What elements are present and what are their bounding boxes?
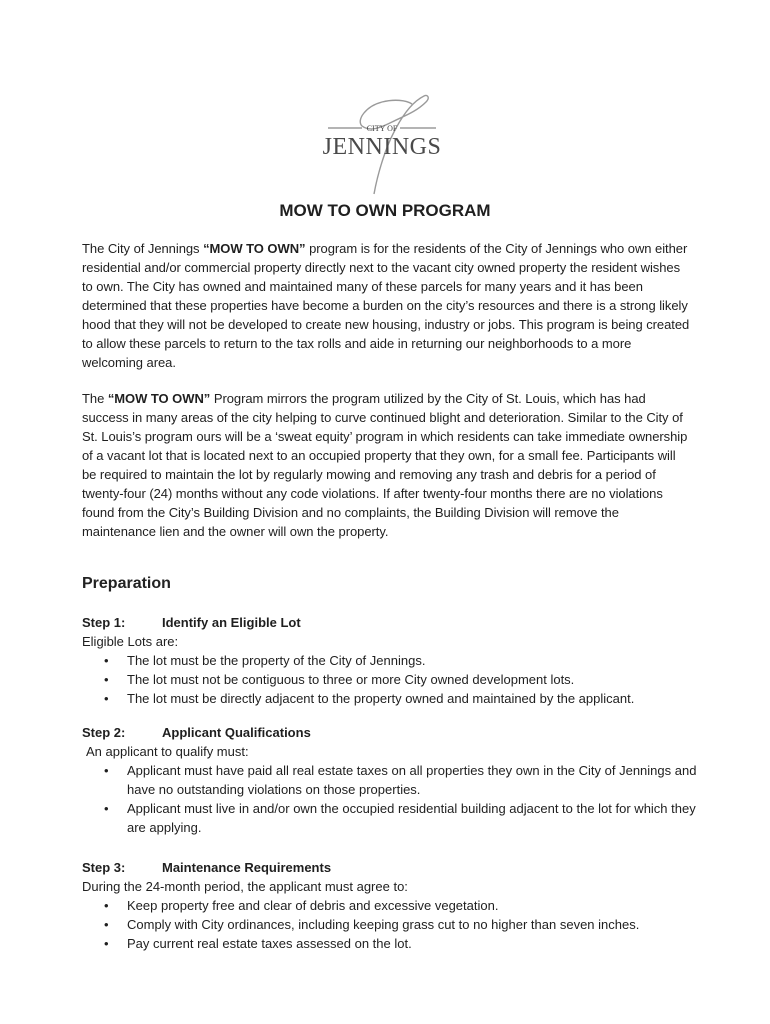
intro-p1-text-end: program is for the residents of the City of Jennings who own either residential and/or commercial property directly next to the vacant city owned property the resident wishes to own. The City has owned and maintained many of these parcels for many years and it has been determined that these properties have become a burden on the city’s resources and there is a strong likely hood that they will not be developed to create new housing, industry or jobs. This program is being created to allow these parcels to return to the tax rolls and aide in returning our neighborhoods to a more welcoming area. — [82, 241, 690, 370]
step-3-section — [82, 858, 702, 953]
page-title: MOW TO OWN PROGRAM — [279, 201, 491, 220]
preparation-heading: Preparation — [82, 575, 171, 592]
intro-p2-text-start: The — [82, 391, 108, 406]
step-3-list — [82, 896, 702, 953]
list-item: • Applicant must have paid all real estate taxes on all properties they own in the City of Jennings and have no outstanding violations on those properties. — [82, 761, 702, 799]
step-2-title: Applicant Qualifications — [162, 725, 311, 740]
intro-paragraph-1 — [82, 239, 692, 372]
step-2-number: Step 2: — [82, 725, 126, 740]
intro-p1-text-start: The City of Jennings — [82, 241, 204, 256]
step-1-title: Identify an Eligible Lot — [162, 615, 301, 630]
step-3-title: Maintenance Requirements — [162, 860, 332, 875]
list-item: • Comply with City ordinances, including keeping grass cut to no higher than seven inches. — [82, 915, 702, 934]
step-2-header — [82, 723, 702, 742]
logo-name: JENNINGS — [322, 134, 442, 160]
step-1-intro: Eligible Lots are: — [82, 634, 179, 649]
step-3-number: Step 3: — [82, 860, 126, 875]
list-item: • The lot must not be contiguous to three or more City owned development lots. — [82, 670, 702, 689]
logo-small-text: CITY OF — [366, 124, 398, 133]
step-3-intro: During the 24-month period, the applicant must agree to: — [82, 879, 408, 894]
list-item: • The lot must be directly adjacent to the property owned and maintained by the applicant. — [82, 689, 702, 708]
list-item: • Applicant must live in and/or own the occupied residential building adjacent to the lot for which they are applying. — [82, 799, 702, 837]
step-1-number: Step 1: — [82, 615, 126, 630]
step-1-section — [82, 613, 702, 708]
step-1-list — [82, 651, 702, 708]
step-2-section — [82, 723, 702, 837]
intro-p1-program-name: “MOW TO OWN” — [203, 241, 306, 256]
step-2-list — [82, 761, 702, 837]
step-1-header — [82, 613, 702, 632]
list-item: • Pay current real estate taxes assessed on the lot. — [82, 934, 702, 953]
step-2-intro: An applicant to qualify must: — [86, 744, 249, 759]
step-3-header — [82, 858, 702, 877]
city-of-jennings-logo — [316, 92, 448, 196]
intro-p2-text-end: Program mirrors the program utilized by the City of St. Louis, which has had success in many areas of the city helping to curve continued blight and deterioration. Similar to the City of St. Louis’s program ours will be a ‘sweat equity’ program in which residents can take immediate ownership of a vacant lot that is located next to an occupied property that they own, for a small fee. Participants will be required to maintain the lot by regularly mowing and removing any trash and debris for a period of twenty-four (24) months without any code violations. If after twenty-four months there are no violations found from the City’s Building Division and no complaints, the Building Division will remove the maintenance lien and the owner will own the property. — [82, 391, 688, 539]
intro-p2-program-name: “MOW TO OWN” — [107, 391, 211, 406]
list-item: • Keep property free and clear of debris and excessive vegetation. — [82, 896, 702, 915]
list-item: • The lot must be the property of the City of Jennings. — [82, 651, 702, 670]
intro-paragraph-2 — [82, 389, 692, 541]
